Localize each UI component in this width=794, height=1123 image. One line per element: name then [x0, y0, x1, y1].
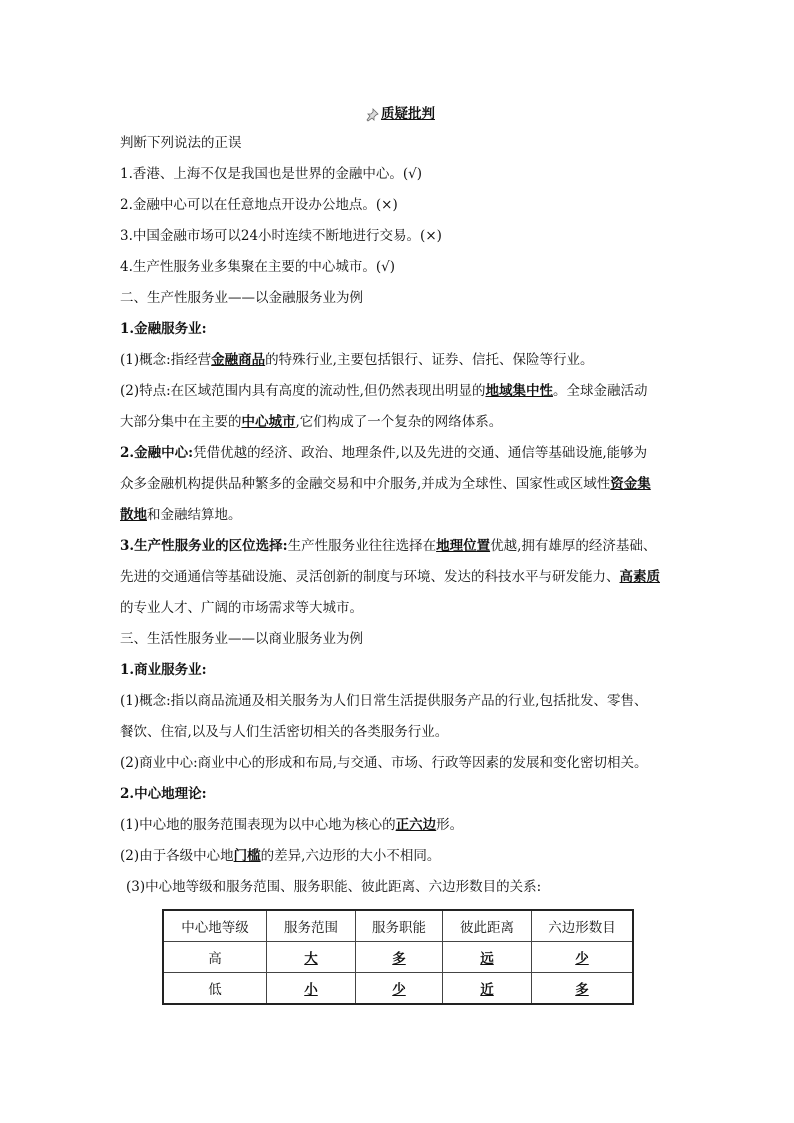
section-title: [120, 100, 680, 128]
part3-s2-item1: [120, 810, 680, 841]
table-row: [163, 973, 633, 1005]
table-header-cell: 中心地等级: [163, 910, 267, 942]
text-span: 和金融结算地。: [147, 507, 242, 523]
key-term: 高素质: [619, 569, 660, 585]
answer-value: 大: [304, 951, 318, 967]
answer-value: 多: [575, 982, 589, 998]
text-span: ,它们构成了一个复杂的网络体系。: [295, 414, 503, 430]
text-span: 。全球金融活动: [552, 383, 648, 399]
table-cell: [532, 973, 634, 1005]
table-cell: 高: [163, 942, 267, 973]
part2-s3-line1: [120, 531, 680, 562]
part3-s1-commercial-center: (2)商业中心:商业中心的形成和布局,与交通、市场、行政等因素的发展和变化密切相关。: [120, 755, 648, 771]
part3-s2-item3: (3)中心地等级和服务范围、服务职能、彼此距离、六边形数目的关系:: [126, 879, 542, 895]
table-header-row: [163, 910, 633, 942]
table-cell: [267, 973, 356, 1005]
part2-heading: 二、生产性服务业——以金融服务业为例: [120, 290, 363, 306]
table-cell: [267, 942, 356, 973]
answer-value: 少: [575, 951, 589, 967]
text-span: 的特殊行业,主要包括银行、证券、信托、保险等行业。: [265, 352, 594, 368]
key-term: 门槛: [233, 848, 261, 864]
text-span: 的差异,六边形的大小不相同。: [260, 848, 441, 864]
text-span: 优越,拥有雄厚的经济基础、: [490, 538, 657, 554]
table-row: [163, 942, 633, 973]
table-cell: [443, 942, 532, 973]
part3-s2-heading-text: 2.中心地理论:: [120, 786, 207, 802]
table-cell: [443, 973, 532, 1005]
part2-s2-line3: [120, 500, 680, 531]
part2-s1-feature-line2: [120, 407, 680, 438]
part3-heading: 三、生活性服务业——以商业服务业为例: [120, 631, 363, 647]
text-span: 的专业人才、广阔的市场需求等大城市。: [120, 600, 363, 616]
text-span: 形。: [436, 817, 464, 833]
judge-item-1: 1.香港、上海不仅是我国也是世界的金融中心。(√): [120, 166, 423, 182]
section-title-text: 质疑批判: [381, 106, 435, 122]
part3-s2-heading: [120, 779, 680, 810]
table-header-cell: 六边形数目: [532, 910, 634, 942]
part3-s1-heading-text: 1.商业服务业:: [120, 662, 207, 678]
answer-value: 近: [480, 982, 494, 998]
table-cell: [356, 942, 443, 973]
key-term: 正六边: [395, 817, 437, 833]
answer-value: 小: [304, 982, 318, 998]
table-header-cell: 彼此距离: [443, 910, 532, 942]
judge-item-2: 2.金融中心可以在任意地点开设办公地点。(×): [120, 197, 398, 213]
part3-s1-concept-line1: (1)概念:指以商品流通及相关服务为人们日常生活提供服务产品的行业,包括批发、零售、: [120, 693, 648, 709]
text-span: (2)由于各级中心地: [120, 848, 234, 864]
part2-s3-line2: [120, 562, 680, 593]
part2-s3-heading: 3.生产性服务业的区位选择:: [120, 538, 288, 554]
key-term: 地域集中性: [485, 383, 553, 399]
part3-s2-item2: [120, 841, 680, 872]
relation-table: [162, 909, 634, 1005]
part2-s1-heading: [120, 314, 680, 345]
pushpin-icon: [365, 108, 379, 122]
part2-s1-feature-line1: [120, 376, 680, 407]
text-span: 众多金融机构提供品种繁多的金融交易和中介服务,并成为全球性、国家性或区域性: [120, 476, 611, 492]
part2-s2-heading: 2.金融中心:: [120, 445, 194, 461]
part3-s1-concept-line2: 餐饮、住宿,以及与人们生活密切相关的各类服务行业。: [120, 724, 449, 740]
text-span: 大部分集中在主要的: [120, 414, 242, 430]
text-span: (2)特点:在区域范围内具有高度的流动性,但仍然表现出明显的: [120, 383, 486, 399]
text-span: 生产性服务业往往选择在: [287, 538, 437, 554]
answer-value: 多: [392, 951, 406, 967]
key-term: 散地: [120, 507, 147, 523]
answer-value: 远: [480, 951, 494, 967]
text-span: 凭借优越的经济、政治、地理条件,以及先进的交通、通信等基础设施,能够为: [193, 445, 648, 461]
part2-s3-line3: [120, 593, 680, 624]
part2-s1-concept: [120, 345, 680, 376]
text-span: (1)中心地的服务范围表现为以中心地为核心的: [120, 817, 396, 833]
key-term: 资金集: [610, 476, 651, 492]
judge-item-3: 3.中国金融市场可以24小时连续不断地进行交易。(×): [120, 228, 442, 244]
part2-s2-line2: [120, 469, 680, 500]
key-term: 金融商品: [211, 352, 266, 368]
answer-value: 少: [392, 982, 406, 998]
document-page: [120, 100, 680, 998]
text-span: 先进的交通通信等基础设施、灵活创新的制度与环境、发达的科技水平与研发能力、: [120, 569, 620, 585]
table-cell: 低: [163, 973, 267, 1005]
text-span: (1)概念:指经营: [120, 352, 212, 368]
table-cell: [356, 973, 443, 1005]
part2-s1-heading-text: 1.金融服务业:: [120, 321, 207, 337]
part3-s1-heading: [120, 655, 680, 686]
table-cell: [532, 942, 634, 973]
table-header-cell: 服务范围: [267, 910, 356, 942]
judge-item-4: 4.生产性服务业多集聚在主要的中心城市。(√): [120, 259, 396, 275]
part2-s2-line1: [120, 438, 680, 469]
table-header-cell: 服务职能: [356, 910, 443, 942]
key-term: 地理位置: [436, 538, 491, 554]
key-term: 中心城市: [241, 414, 296, 430]
judge-heading: 判断下列说法的正误: [120, 135, 242, 151]
